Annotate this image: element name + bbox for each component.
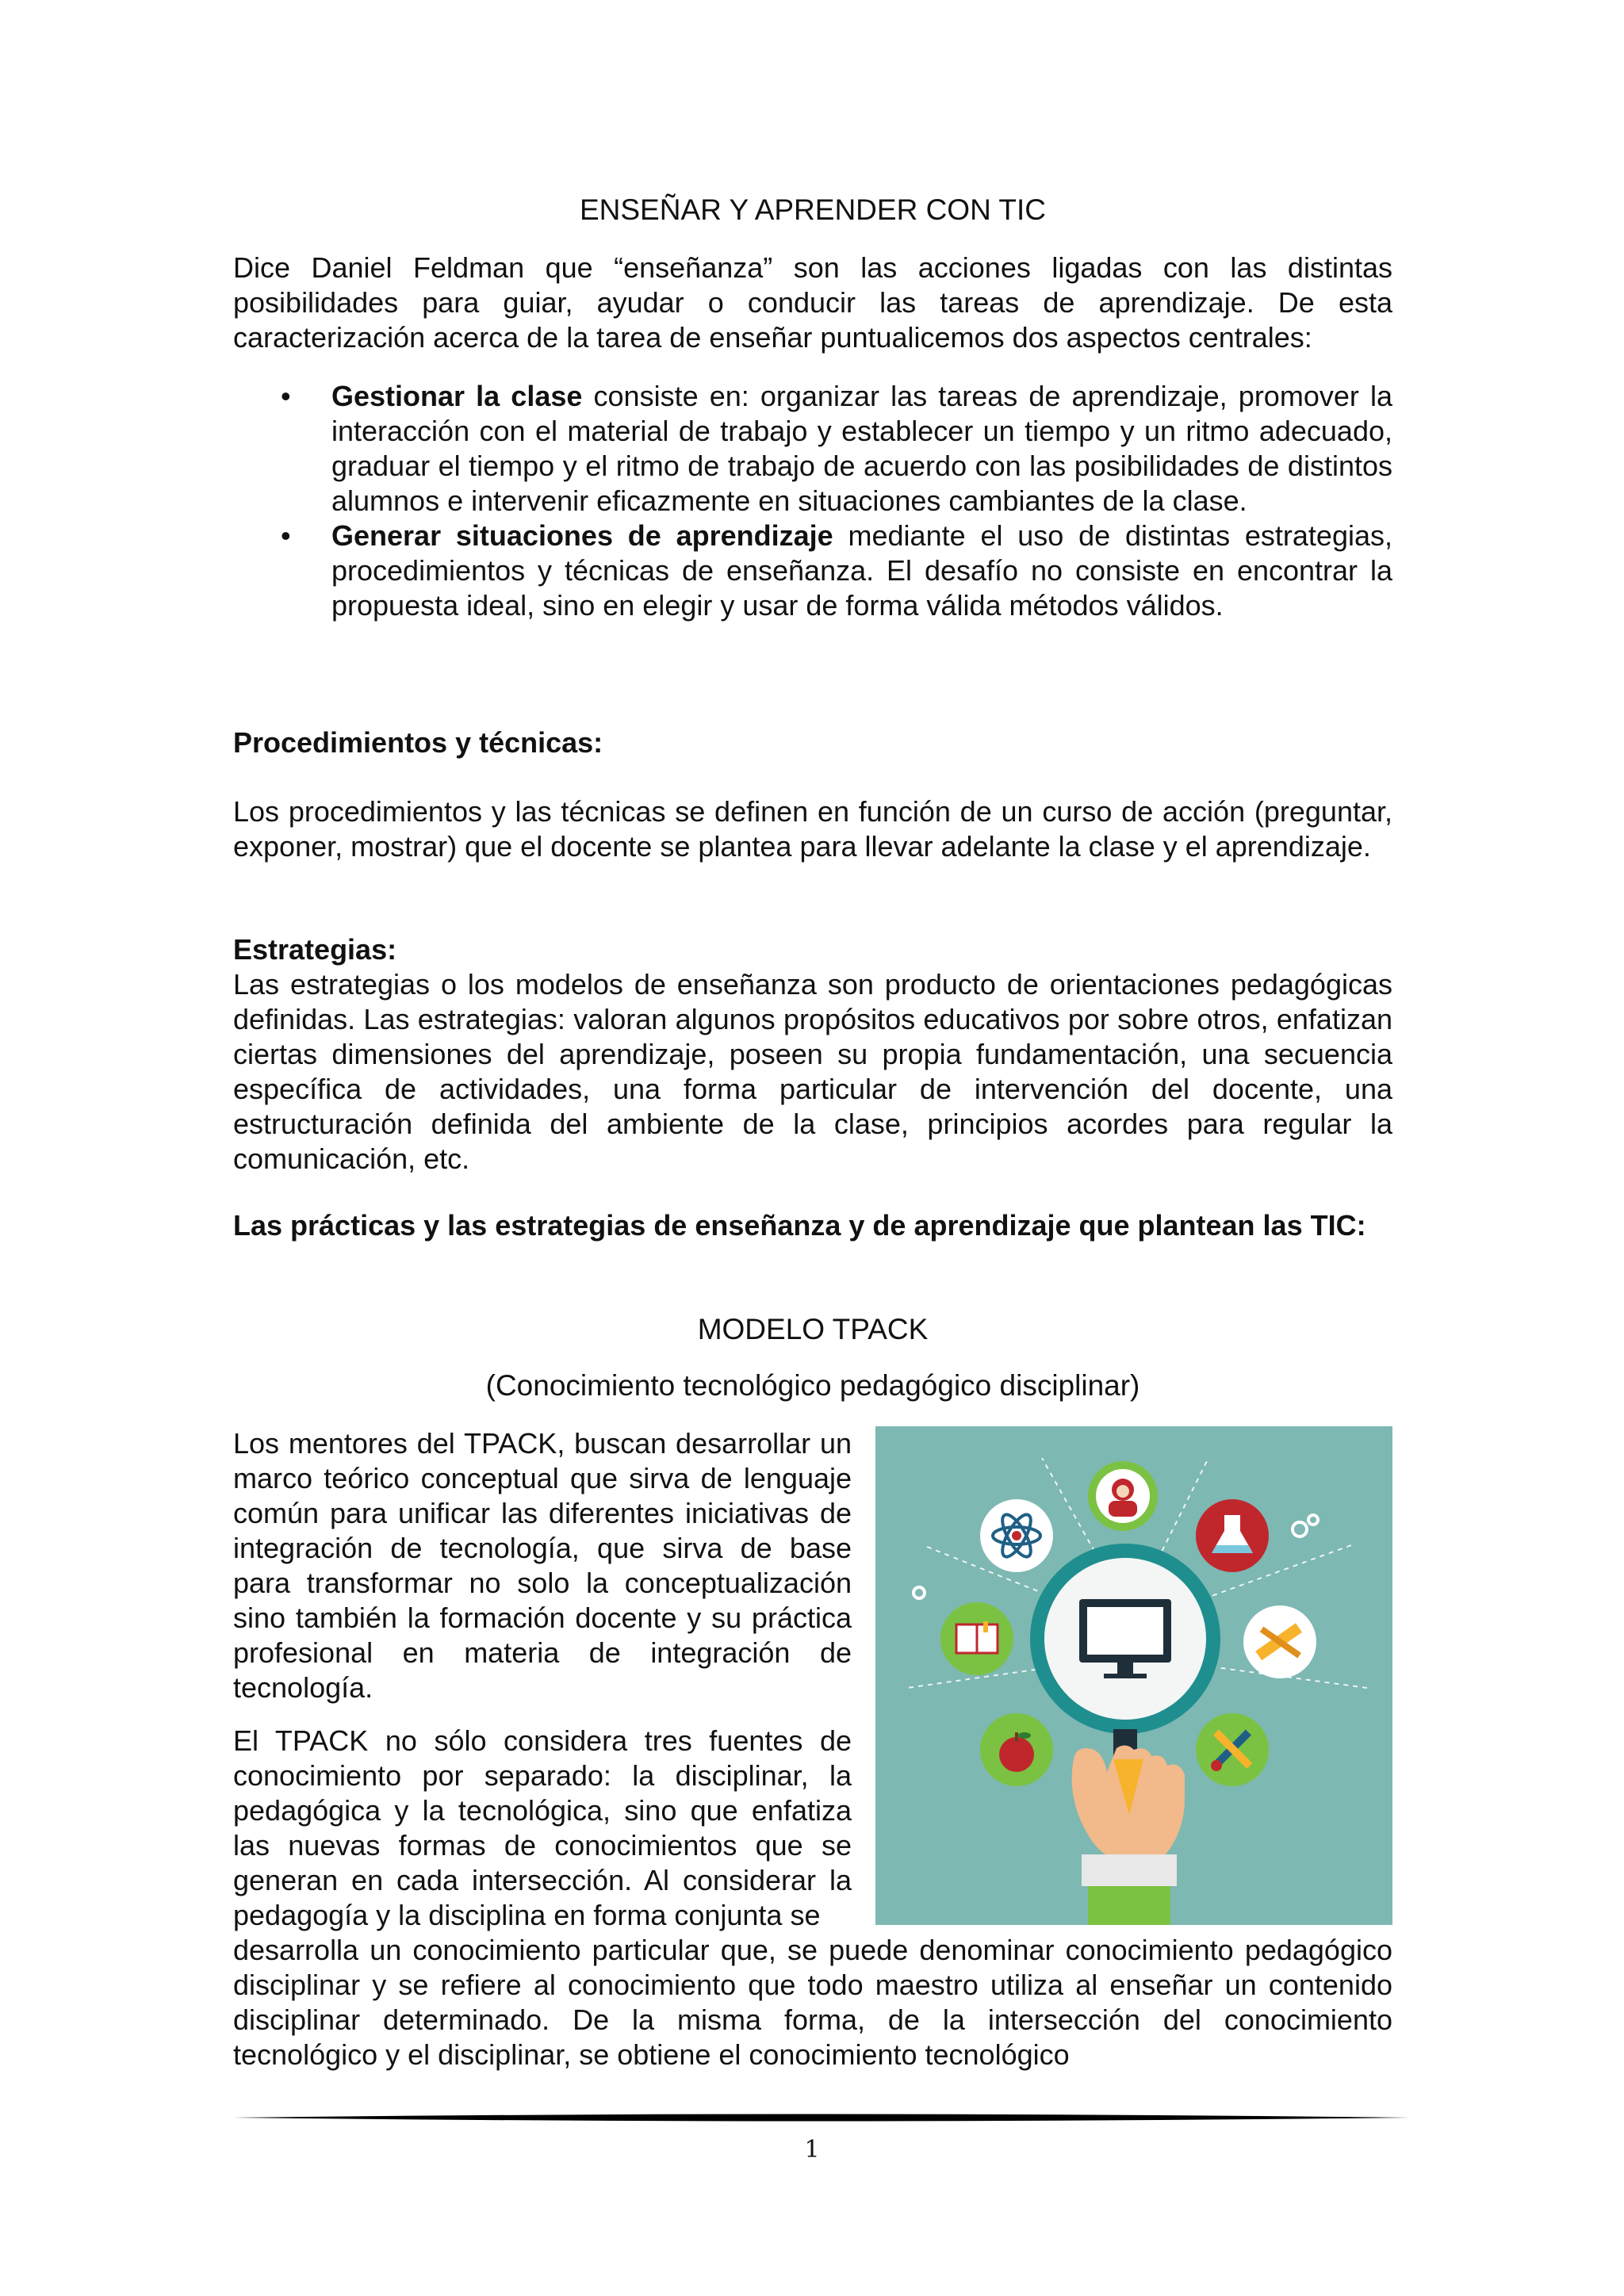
book-icon [940, 1602, 1013, 1675]
hand-icon [1072, 1745, 1185, 1925]
model-subtitle: (Conocimiento tecnológico pedagógico disciplinar) [485, 1369, 1140, 1402]
document-title: ENSEÑAR Y APRENDER CON TIC [579, 193, 1047, 226]
bullet-symbol: • [281, 519, 291, 552]
tpack-paragraph-2-start: El TPACK no sólo considera tres fuentes de conocimiento por separado: la disciplinar, la pedagógica y la tecnológica, sino que enfatiza las nuevas formas de conocimientos que se generan en cada intersección. Al considerar la pedagogía y la disciplina en forma conjunta se [233, 1724, 852, 1931]
paint-brush-icon [1196, 1713, 1269, 1786]
apple-icon [980, 1713, 1053, 1786]
flask-icon [1196, 1499, 1269, 1572]
heading-practicas: Las prácticas y las estrategias de enseñanza y de aprendizaje que plantean las TIC: [233, 1209, 1366, 1242]
person-icon [1088, 1461, 1158, 1531]
bullet-bold-generar: Generar situaciones de aprendizaje [331, 519, 833, 552]
atom-icon [980, 1499, 1053, 1572]
bullet-symbol: • [281, 380, 291, 412]
footer-divider [233, 2112, 1410, 2123]
bullet-list [233, 379, 1392, 623]
tpack-paragraph-1: Los mentores del TPACK, buscan desarrollar un marco teórico conceptual que sirva de lenguaje común para unificar las diferentes iniciativas de integración de tecnología, que sirva de base para transformar no solo la conceptualización sino también la formación docente y su práctica profesional en materia de integración de tecnología. [233, 1427, 852, 1704]
bullet-item-generar [233, 519, 1392, 623]
bullet-item-gestionar [233, 379, 1392, 519]
ruler-pencil-icon [1243, 1605, 1316, 1678]
bullet-bold-gestionar: Gestionar la clase [331, 380, 583, 412]
page-number: 1 [804, 2136, 820, 2164]
bullet-text-generar: mediante el uso de distintas estrategias, procedimientos y técnicas de enseñanza. El desafío no consiste en encontrar la propuesta ideal, sino en elegir y usar de forma válida métodos válidos. [331, 519, 1392, 622]
heading-estrategias: Estrategias: [233, 933, 397, 966]
intro-paragraph: Dice Daniel Feldman que “enseñanza” son las acciones ligadas con las distintas posibilidades para guiar, ayudar o conducir las tareas de aprendizaje. De esta caracterización acerca de la tarea de enseñar puntualicemos dos aspectos centrales: [233, 251, 1392, 354]
paragraph-procedimientos: Los procedimientos y las técnicas se definen en función de un curso de acción (preguntar, exponer, mostrar) que el docente se plantea para llevar adelante la clase y el aprendizaje. [233, 795, 1392, 863]
model-title: MODELO TPACK [697, 1313, 929, 1345]
paragraph-estrategias: Las estrategias o los modelos de enseñanza son producto de orientaciones pedagógicas definidas. Las estrategias: valoran algunos propósitos educativos por sobre otros, enfatizan ciertas dimensiones del aprendizaje, poseen su propia fundamentación, una secuencia específica de actividades, una forma particular de intervención del docente, una estructuración definida del ambiente de la clase, principios acordes para regular la comunicación, etc. [233, 968, 1392, 1175]
heading-procedimientos: Procedimientos y técnicas: [233, 726, 603, 759]
tpack-illustration [875, 1426, 1392, 1925]
tpack-paragraph-2-continued: desarrolla un conocimiento particular que, se puede denominar conocimiento pedagógico disciplinar y se refiere al conocimiento que todo maestro utiliza al enseñar un contenido disciplinar determinado. De la misma forma, de la intersección del conocimiento tecnológico y el disciplinar, se obtiene el conocimiento tecnológico [233, 1934, 1392, 2071]
bullet-text-gestionar: consiste en: organizar las tareas de aprendizaje, promover la interacción con el material de trabajo y establecer un tiempo y un ritmo adecuado, graduar el tiempo y el ritmo de trabajo de acuerdo con las posibilidades de distintos alumnos e intervenir eficazmente en situaciones cambiantes de la clase. [331, 380, 1392, 517]
